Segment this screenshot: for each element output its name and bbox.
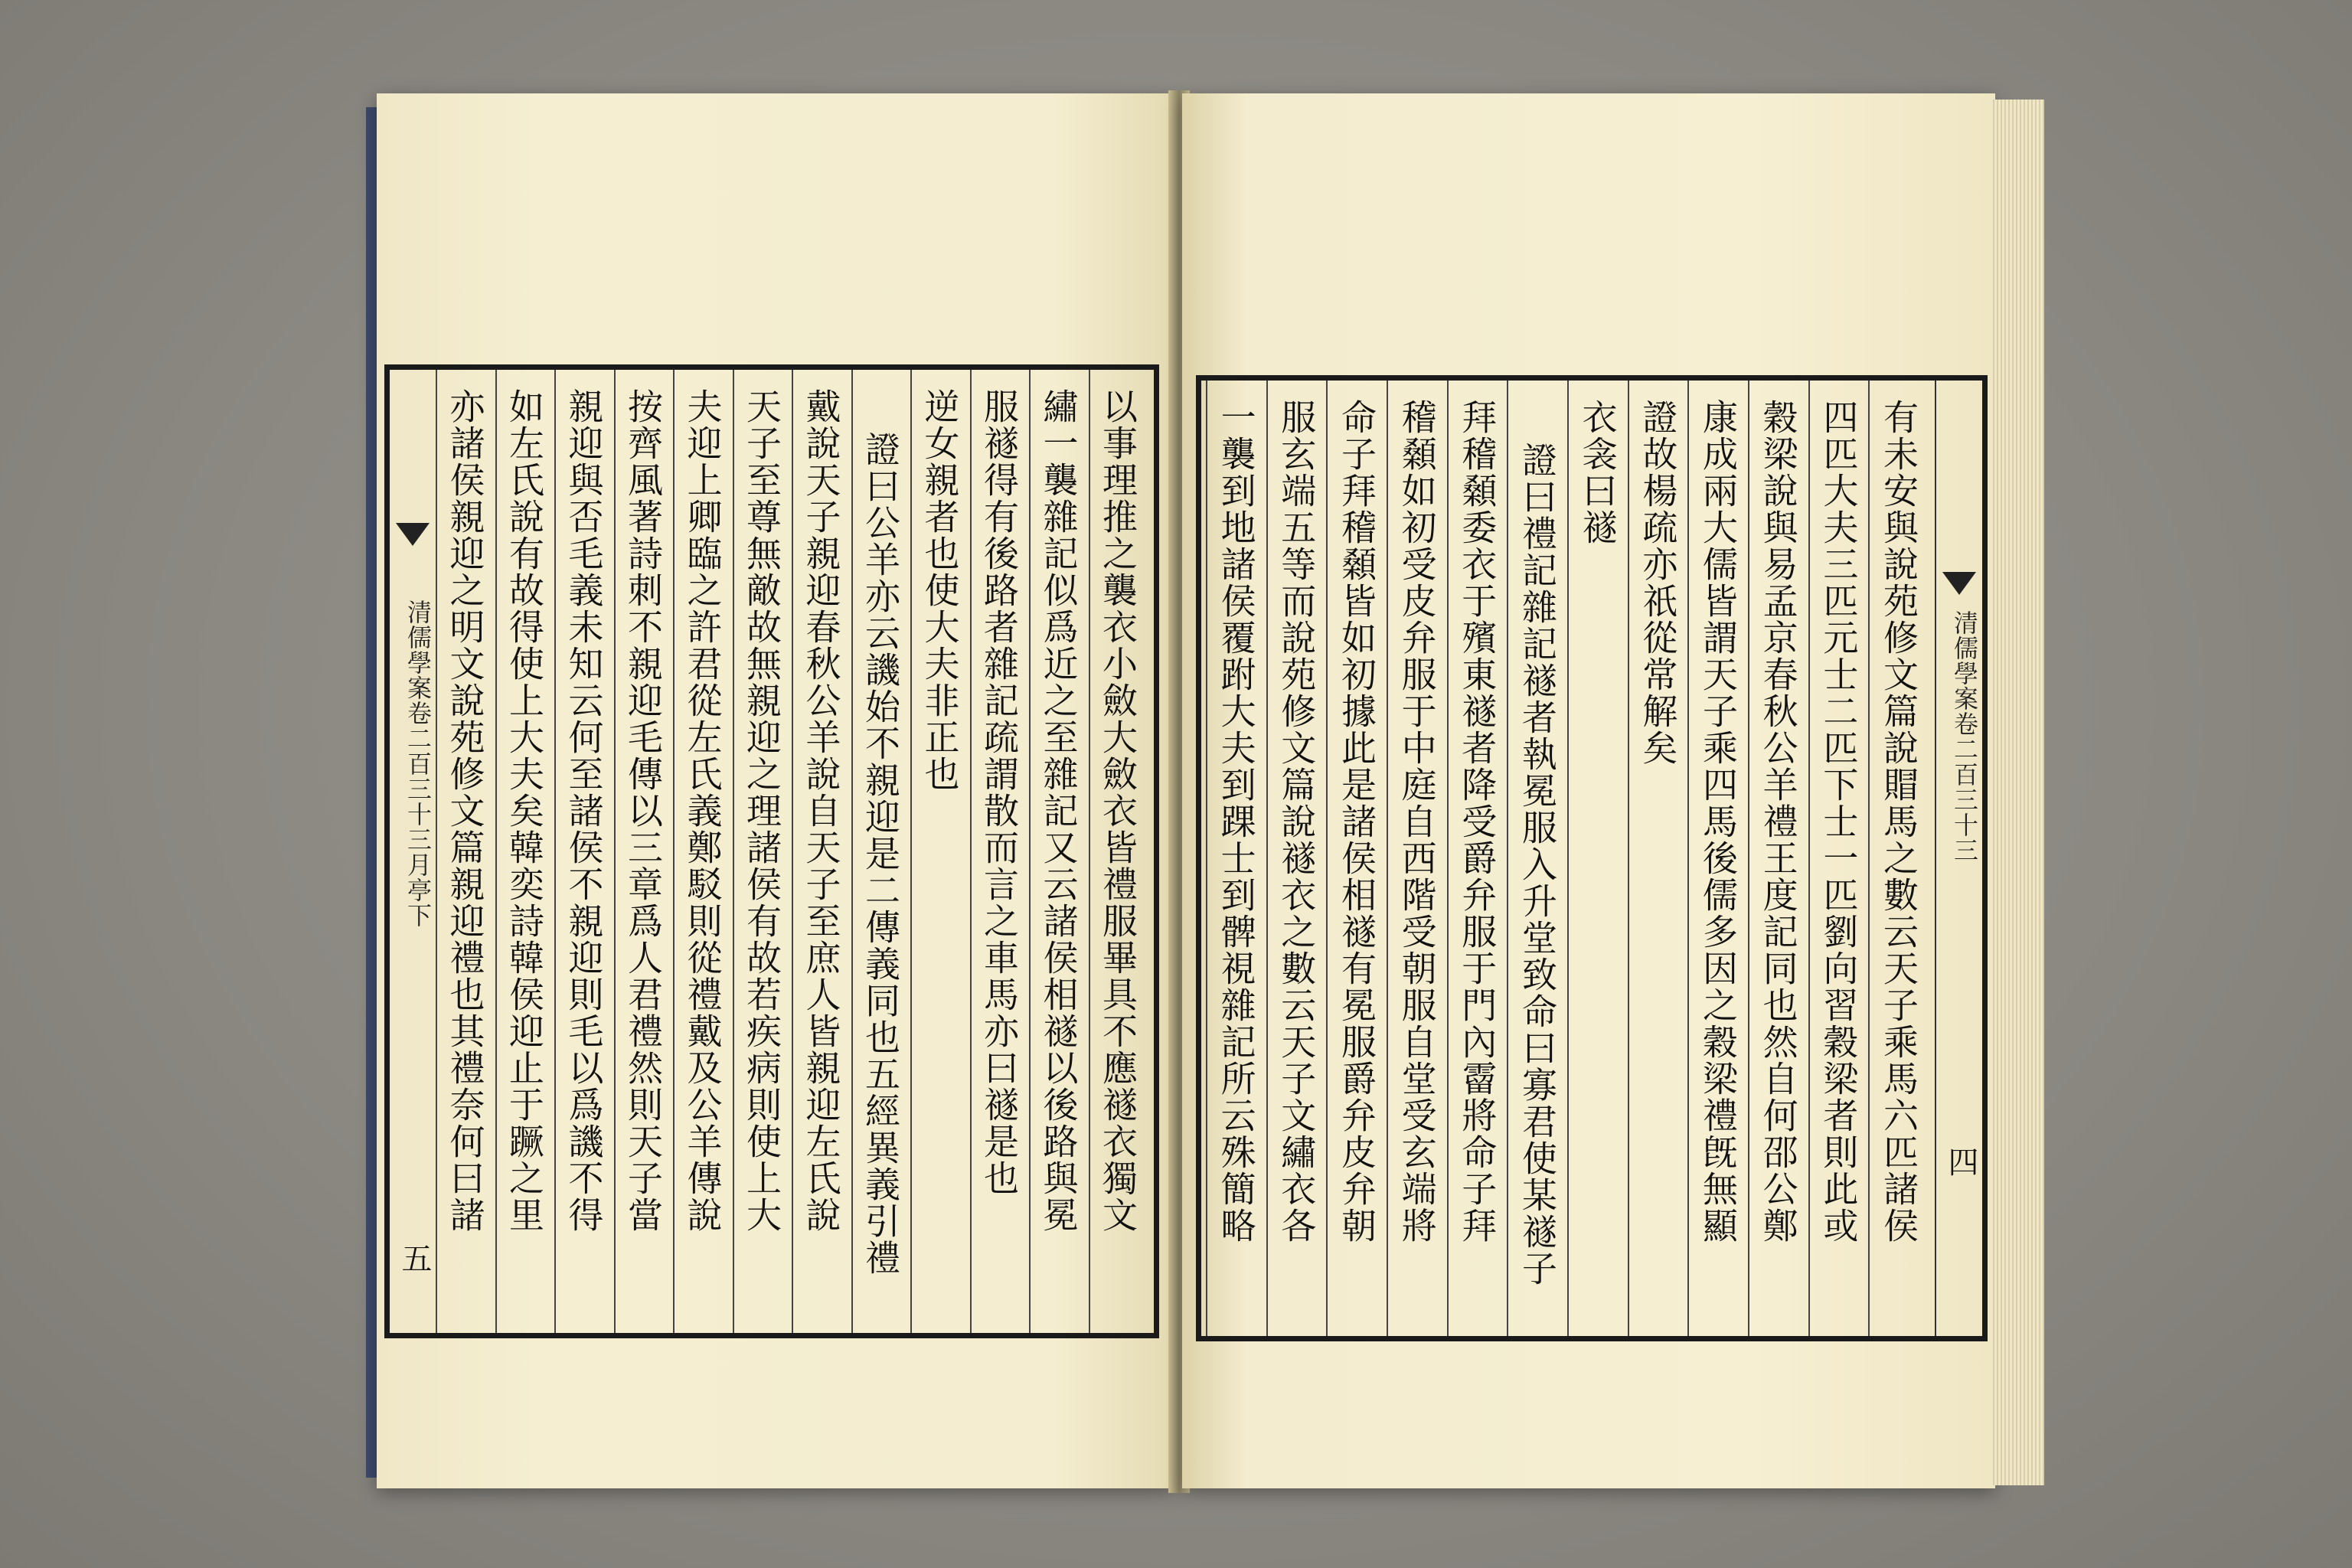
text-column: 逆女親者也使大夫非正也 <box>910 370 970 1333</box>
left-page-centre-margin <box>390 370 437 1333</box>
right-folio-number: 四 <box>1943 1146 1978 1178</box>
right-page-centre-margin <box>1935 381 1982 1336</box>
text-column: 亦諸侯親迎之明文說苑修文篇親迎禮也其禮奈何曰諸 <box>436 370 495 1333</box>
text-column: 戴說天子親迎春秋公羊說自天子至庶人皆親迎左氏說 <box>792 370 851 1333</box>
text-column: 夫迎上卿臨之許君從左氏義鄭駁則從禮戴及公羊傳說 <box>673 370 733 1333</box>
text-column: 證故楊疏亦祇從常解矣 <box>1628 381 1688 1336</box>
text-column: 四匹大夫三匹元士二匹下士一匹劉向習穀梁者則此或 <box>1808 381 1869 1336</box>
text-column: 衣衾曰禭 <box>1567 381 1628 1336</box>
text-column: 有未安與說苑修文篇說賵馬之數云天子乘馬六匹諸侯 <box>1868 381 1929 1336</box>
left-text-frame <box>384 364 1159 1338</box>
left-spine-title: 清儒學案卷二百三十三月亭下 <box>403 599 433 928</box>
text-column: 天子至尊無敵故無親迎之理諸侯有故若疾病則使上大 <box>733 370 792 1333</box>
text-column: 穀梁說與易孟京春秋公羊禮王度記同也然自何邵公鄭 <box>1748 381 1808 1336</box>
left-folio-number: 五 <box>397 1243 432 1274</box>
text-column: 如左氏說有故得使上大夫矣韓奕詩韓侯迎止于蹶之里 <box>495 370 555 1333</box>
text-column: 稽顙如初受皮弁服于中庭自西階受朝服自堂受玄端將 <box>1387 381 1447 1336</box>
left-text-columns <box>436 370 1148 1333</box>
text-column: 康成兩大儒皆謂天子乘四馬後儒多因之穀梁禮旣無顯 <box>1687 381 1748 1336</box>
text-column: 服玄端五等而說苑修文篇說禭衣之數云天子文繡衣各 <box>1266 381 1327 1336</box>
right-page-stack-edge <box>1991 100 2044 1485</box>
fish-tail-mark-icon <box>1942 572 1976 595</box>
text-column: 證曰公羊亦云譏始不親迎是二傳義同也五經異義引禮 <box>851 370 911 1333</box>
right-spine-title: 清儒學案卷二百三十三 <box>1950 610 1979 863</box>
text-column: 服禭得有後路者雜記疏謂散而言之車馬亦曰禭是也 <box>970 370 1030 1333</box>
text-column: 繡一襲雜記似爲近之至雜記又云諸侯相禭以後路與冕 <box>1029 370 1089 1333</box>
text-column: 拜稽顙委衣于殯東禭者降受爵弁服于門內霤將命子拜 <box>1447 381 1508 1336</box>
text-column: 按齊風著詩刺不親迎毛傳以三章爲人君禮然則天子當 <box>614 370 674 1333</box>
text-column: 命子拜稽顙皆如初據此是諸侯相禭有冕服爵弁皮弁朝 <box>1326 381 1387 1336</box>
right-text-frame <box>1196 375 1988 1341</box>
fish-tail-mark-icon <box>396 523 430 546</box>
text-column: 一襲到地諸侯覆跗大夫到踝士到髀視雜記所云殊簡略 <box>1206 381 1266 1336</box>
text-column: 以事理推之襲衣小斂大斂衣皆禮服畢具不應禭衣獨文 <box>1089 370 1148 1333</box>
text-column: 親迎與否毛義未知云何至諸侯不親迎則毛以爲譏不得 <box>554 370 614 1333</box>
text-column: 證曰禮記雜記禭者執冕服入升堂致命曰寡君使某禭子 <box>1507 381 1567 1336</box>
right-text-columns <box>1206 381 1929 1336</box>
